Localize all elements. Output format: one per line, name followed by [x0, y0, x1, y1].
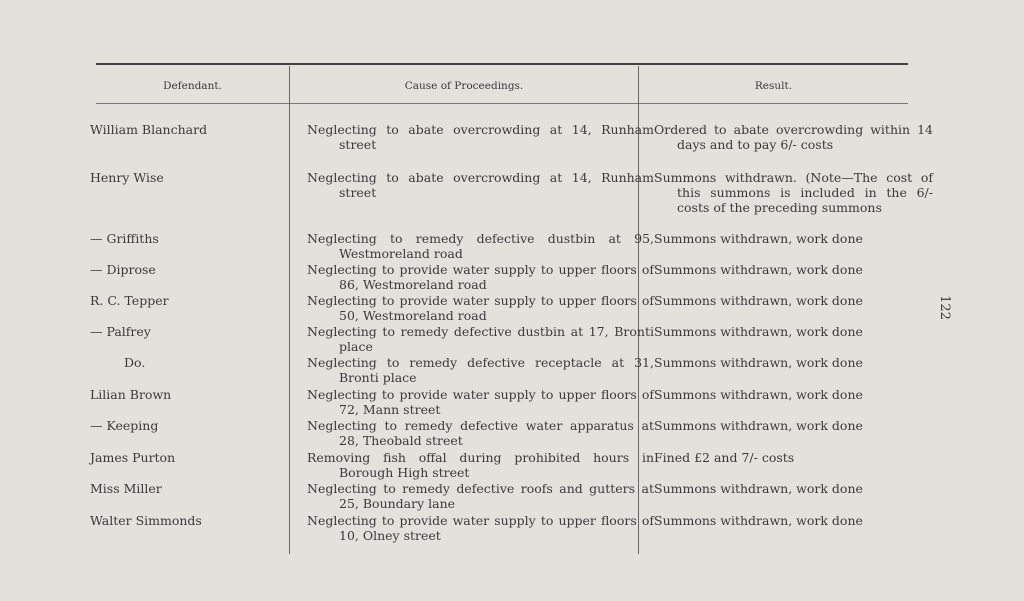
cause-cell: Removing fish offal during prohibited hours in Borough High street [307, 450, 654, 480]
header-result: Result. [754, 80, 793, 92]
result-cell: Fined £2 and 7/- costs [654, 450, 795, 465]
cause-cell: Neglecting to abate overcrowding at 14, Runham street [307, 170, 654, 200]
defendant-cell: Lilian Brown [90, 387, 172, 402]
cause-cell: Neglecting to remedy defective water apparatus at 28, Theobald street [307, 418, 654, 448]
cause-cell: Neglecting to remedy defective dustbin at 17, Bronti place [307, 324, 654, 354]
result-cell: Summons withdrawn. (Note—The cost of this summons is included in the 6/- costs of the preceding summons [654, 170, 933, 215]
page-number: 122 [936, 295, 952, 320]
result-cell: Ordered to abate overcrowding within 14 days and to pay 6/- costs [654, 122, 933, 152]
result-cell: Summons withdrawn, work done [654, 231, 863, 246]
result-cell: Summons withdrawn, work done [654, 355, 863, 370]
column-divider [289, 66, 290, 554]
defendant-cell: James Purton [90, 450, 176, 465]
cause-cell: Neglecting to provide water supply to upper floors of 50, Westmoreland road [307, 293, 654, 323]
defendant-cell: Do. [124, 355, 146, 370]
defendant-cell: — Griffiths [90, 231, 159, 246]
table-top-rule [96, 63, 908, 65]
result-cell: Summons withdrawn, work done [654, 293, 863, 308]
result-cell: Summons withdrawn, work done [654, 324, 863, 339]
cause-cell: Neglecting to abate overcrowding at 14, Runham street [307, 122, 654, 152]
cause-cell: Neglecting to remedy defective receptacle at 31, Bronti place [307, 355, 654, 385]
header-cause: Cause of Proceedings. [404, 80, 524, 92]
header-bottom-rule [96, 103, 908, 104]
cause-cell: Neglecting to remedy defective dustbin at 95, Westmoreland road [307, 231, 654, 261]
defendant-cell: Miss Miller [90, 481, 162, 496]
cause-cell: Neglecting to provide water supply to upper floors of 10, Olney street [307, 513, 654, 543]
defendant-cell: R. C. Tepper [90, 293, 169, 308]
cause-cell: Neglecting to remedy defective roofs and gutters at 25, Boundary lane [307, 481, 654, 511]
defendant-cell: Henry Wise [90, 170, 164, 185]
defendant-cell: — Keeping [90, 418, 159, 433]
defendant-cell: — Diprose [90, 262, 156, 277]
result-cell: Summons withdrawn, work done [654, 481, 863, 496]
defendant-cell: — Palfrey [90, 324, 151, 339]
cause-cell: Neglecting to provide water supply to upper floors of 72, Mann street [307, 387, 654, 417]
defendant-cell: William Blanchard [90, 122, 208, 137]
result-cell: Summons withdrawn, work done [654, 513, 863, 528]
cause-cell: Neglecting to provide water supply to upper floors of 86, Westmoreland road [307, 262, 654, 292]
header-defendant: Defendant. [163, 80, 222, 92]
result-cell: Summons withdrawn, work done [654, 387, 863, 402]
result-cell: Summons withdrawn, work done [654, 262, 863, 277]
defendant-cell: Walter Simmonds [90, 513, 202, 528]
result-cell: Summons withdrawn, work done [654, 418, 863, 433]
